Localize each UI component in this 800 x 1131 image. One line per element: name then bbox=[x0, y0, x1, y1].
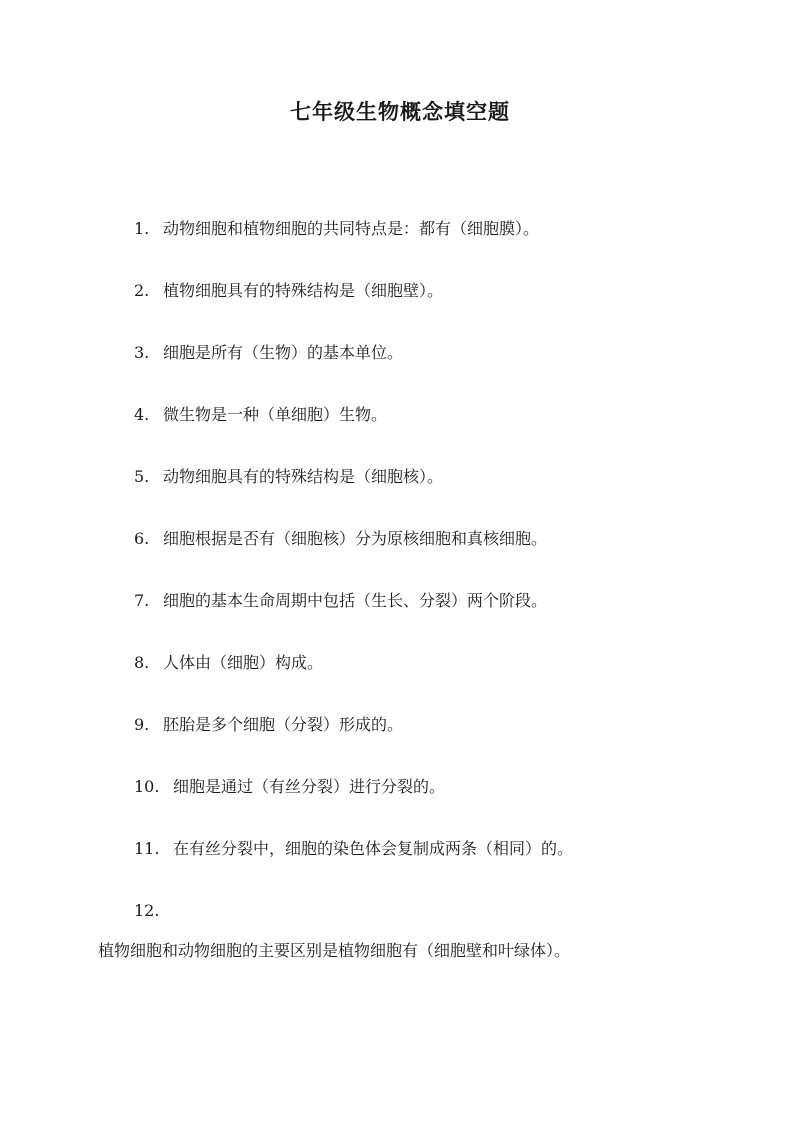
question-item-12 bbox=[0, 896, 800, 966]
question-number: 12. bbox=[134, 901, 160, 920]
question-number: 10. bbox=[134, 777, 160, 796]
question-item-4 bbox=[0, 400, 800, 462]
page-title: 七年级生物概念填空题 bbox=[290, 99, 510, 124]
question-number: 11. bbox=[134, 839, 160, 858]
question-item-8 bbox=[0, 648, 800, 710]
question-item-10 bbox=[0, 772, 800, 834]
question-item-2 bbox=[0, 276, 800, 338]
question-list bbox=[0, 214, 800, 966]
question-item-5 bbox=[0, 462, 800, 524]
question-number: 7. bbox=[134, 591, 150, 610]
question-number: 3. bbox=[134, 343, 150, 362]
question-number: 5. bbox=[134, 467, 150, 486]
question-text: 人体由（细胞）构成。 bbox=[163, 653, 324, 672]
question-text: 细胞的基本生命周期中包括（生长、分裂）两个阶段。 bbox=[163, 591, 548, 610]
question-number: 1. bbox=[134, 219, 150, 238]
question-item-7 bbox=[0, 586, 800, 648]
question-text: 动物细胞和植物细胞的共同特点是：都有（细胞膜）。 bbox=[163, 219, 540, 238]
question-number: 8. bbox=[134, 653, 150, 672]
question-item-9 bbox=[0, 710, 800, 772]
question-item-11 bbox=[0, 834, 800, 896]
question-text: 在有丝分裂中，细胞的染色体会复制成两条（相同）的。 bbox=[173, 839, 574, 858]
question-number: 2. bbox=[134, 281, 150, 300]
question-text: 胚胎是多个细胞（分裂）形成的。 bbox=[163, 715, 404, 734]
question-number: 4. bbox=[134, 405, 150, 424]
question-text: 动物细胞具有的特殊结构是（细胞核）。 bbox=[163, 467, 444, 486]
question-item-1 bbox=[0, 214, 800, 276]
question-text: 植物细胞具有的特殊结构是（细胞壁）。 bbox=[163, 281, 444, 300]
question-text: 细胞根据是否有（细胞核）分为原核细胞和真核细胞。 bbox=[163, 529, 548, 548]
question-number: 6. bbox=[134, 529, 150, 548]
question-text: 微生物是一种（单细胞）生物。 bbox=[163, 405, 388, 424]
question-text: 植物细胞和动物细胞的主要区别是植物细胞有（细胞壁和叶绿体）。 bbox=[98, 941, 571, 960]
question-item-3 bbox=[0, 338, 800, 400]
question-text: 细胞是所有（生物）的基本单位。 bbox=[163, 343, 404, 362]
question-item-6 bbox=[0, 524, 800, 586]
question-number: 9. bbox=[134, 715, 150, 734]
question-text: 细胞是通过（有丝分裂）进行分裂的。 bbox=[173, 777, 446, 796]
